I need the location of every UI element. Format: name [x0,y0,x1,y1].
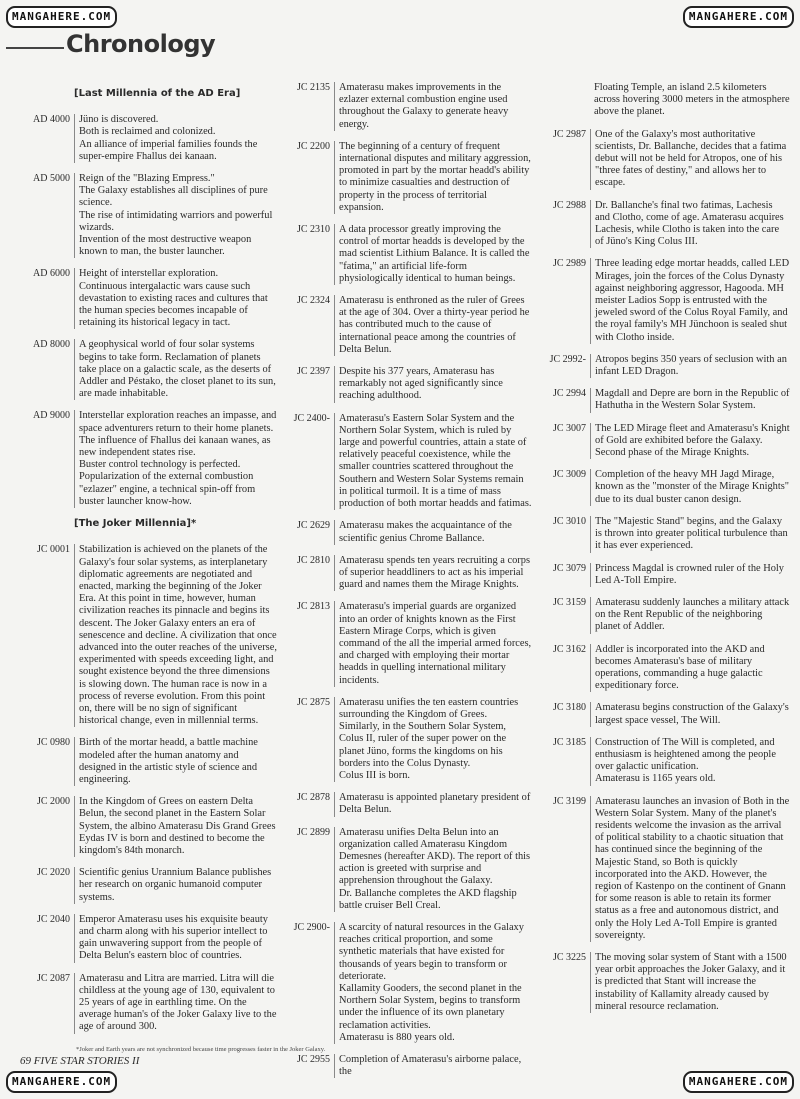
entry-text: A data processor greatly improving the control of mortar headds is developed by the mad scientist Lithium Balance. It is called the "fatima," an artificial life-form physiologically identical to human beings. [334,224,532,285]
entry-year: JC 2040 [36,913,70,925]
chronology-entry [282,366,532,403]
entry-text: One of the Galaxy's most authoritative scientists, Dr. Ballanche, decides that a fatima debut will not be held for Atropos, one of his "three fates of destiny," and allows her to escape. [590,129,790,190]
column-1 [22,82,278,1044]
entry-text: Amaterasu suddenly launches a military attack on the Rent Republic of the neighboring planet of Addler. [590,597,790,634]
chronology-entry [282,555,532,592]
chronology-entry [22,796,278,857]
chronology-entry [282,697,532,782]
entry-year: JC 3185 [552,736,586,748]
entry-year: JC 3079 [552,562,586,574]
entry-year: JC 2324 [296,295,330,307]
title-rule [6,47,64,49]
chronology-entry [22,973,278,1034]
column-3 [538,82,790,1023]
chronology-entry [538,388,790,412]
chronology-entry [538,423,790,460]
entry-text: Princess Magdal is crowned ruler of the Holy Led A-Toll Empire. [590,563,790,587]
chronology-entry [22,114,278,163]
entries-column-2 [282,82,532,1078]
entry-year: JC 0980 [36,737,70,749]
footnote: *Joker and Earth years are not synchronized because time progresses faster in the Joker Galaxy. [76,1046,326,1053]
entry-text: Stabilization is achieved on the planets of the Galaxy's four solar systems, as interplanetary diplomatic agreements are negotiated and enacted, marking the beginning of the Joker Era. At this point in time, however, human civilization reaches its pinnacle and begins its descent. The Joker Galaxy enters an era of senescence and decline. A civilization that once advanced into the outer reaches of the universe, experimented with speeds exceeding light, and sought existence beyond the three dimensions is slowing down. The human race is now in a process of reverse evolution. From this point on, there will be no sign of significant historical change, even in millennial terms. [74,544,278,727]
chronology-entry [538,597,790,634]
entry-year: JC 3162 [552,643,586,655]
entry-text: Addler is incorporated into the AKD and becomes Amaterasu's base of military operations, commanding a huge galactic expeditionary force. [590,644,790,693]
entry-text: Three leading edge mortar headds, called LED Mirages, join the forces of the Colus Dynasty against neighboring aggressor, Hagooda. MH meister Ladios Sopp is entrusted with the jeweled sword of the Colus Royal Family, and the royal family's MH Jünchoon is sealed shut with Clotho inside. [590,258,790,343]
entries-column-3 [538,129,790,1013]
entry-text: Completion of the heavy MH Jagd Mirage, known as the "monster of the Mirage Knights" due to its dual buster canon design. [590,469,790,506]
entry-year: JC 2989 [552,258,586,270]
chronology-entry [282,1054,532,1078]
entry-year: JC 2000 [36,796,70,808]
chronology-entry [538,737,790,786]
entry-year: JC 3009 [552,469,586,481]
entry-year: JC 2955 [296,1054,330,1066]
entry-text: Amaterasu makes the acquaintance of the scientific genius Chrome Ballance. [334,520,532,544]
chronology-entry [538,469,790,506]
entry-text: Amaterasu is appointed planetary president of Delta Belun. [334,792,532,816]
entry-year: AD 8000 [33,339,70,351]
chronology-entry [538,354,790,378]
entry-text: A scarcity of natural resources in the Galaxy reaches critical proportion, and some synthetic materials that have existed for thousands of years begin to transform or deteriorate. Kallamity Gooders, the second planet in the Northern Solar System, begins to transform under the influence of its own planetary reclamation activities. Amaterasu is 880 years old. [334,922,532,1044]
entry-year: JC 2988 [552,199,586,211]
entry-year: JC 2900- [293,921,330,933]
entry-year: JC 2400- [293,412,330,424]
chronology-entry [22,410,278,508]
entry-year: JC 2020 [36,867,70,879]
entry-text: Construction of The Will is completed, and enthusiasm is heightened among the people over galactic unification. Amaterasu is 1165 years old. [590,737,790,786]
chronology-entry [538,952,790,1013]
chronology-entry [282,601,532,686]
entry-year: JC 2310 [296,224,330,236]
entry-year: AD 9000 [33,410,70,422]
chronology-entry [282,295,532,356]
watermark-bottom-left: MANGAHERE.COM [6,1071,117,1093]
page-title: Chronology [66,30,216,58]
entry-text: Amaterasu is enthroned as the ruler of Grees at the age of 304. Over a thirty-year period he has contributed much to the cause of international peace among the countries of Delta Belun. [334,295,532,356]
chronology-entry [538,258,790,343]
section-heading-joker-millennia: [The Joker Millennia]* [74,518,197,530]
entry-text: Magdall and Depre are born in the Republic of Hathutha in the Western Solar System. [590,388,790,412]
section-heading-ad-era: [Last Millennia of the AD Era] [74,88,241,99]
chronology-entry [282,520,532,544]
watermark-bottom-right: MANGAHERE.COM [683,1071,794,1093]
entry-text: Amaterasu makes improvements in the ezlazer external combustion engine used throughout the Galaxy to generate heavy energy. [334,82,532,131]
entry-year: JC 2875 [296,696,330,708]
entry-year: JC 3225 [552,951,586,963]
entry-year: JC 2899 [296,826,330,838]
entry-text: The "Majestic Stand" begins, and the Galaxy is thrown into greater political turbulence than it has ever experienced. [590,516,790,553]
entry-text: Amaterasu's imperial guards are organized into an order of knights known as the First Eastern Mirage Corps, which is given command of the all the imperial armed forces, and charged with employing their mortar headds in quelling international military incidents. [334,601,532,686]
continuation-entry [538,82,790,119]
entry-year: JC 2813 [296,601,330,613]
entry-year: JC 2397 [296,366,330,378]
entry-text: Birth of the mortar headd, a battle machine modeled after the human anatomy and designed in the artistic style of science and engineering. [74,737,278,786]
entry-year: JC 0001 [36,544,70,556]
chronology-entry [22,339,278,400]
entry-year: JC 2135 [296,82,330,93]
entry-year: JC 2878 [296,792,330,804]
entry-year: JC 3007 [552,422,586,434]
chronology-entry [282,827,532,912]
entry-year: AD 4000 [33,114,70,126]
continuation-text: Floating Temple, an island 2.5 kilometers across hovering 3000 meters in the atmosphere above the planet. [594,82,790,118]
chronology-entry [282,413,532,511]
chronology-entry [538,644,790,693]
entry-year: JC 2987 [552,128,586,140]
chronology-entry [22,914,278,963]
chronology-entry [282,82,532,131]
entry-text: Interstellar exploration reaches an impasse, and space adventurers return to their home planets. The influence of Fhallus dei kanaan wanes, as new independent states rise. Buster control technology is perfected. Popularization of the external combustion "ezlazer" engine, a technical spin-off from buster launcher know-how. [74,410,278,508]
entry-year: JC 2994 [552,388,586,400]
chronology-entry [282,224,532,285]
entry-text: Height of interstellar exploration. Continuous intergalactic wars cause such devastation to existing races and cultures that the human species becomes incapable of retaining its historical legacy in tact. [74,268,278,329]
page-label: 69 FIVE STAR STORIES II [20,1055,140,1067]
entries-joker-millennia [22,544,278,1033]
chronology-entry [538,516,790,553]
entry-text: Jüno is discovered. Both is reclaimed and colonized. An alliance of imperial families founds the super-empire Fhallus dei kanaan. [74,114,278,163]
entry-text: The moving solar system of Stant with a 1500 year orbit approaches the Joker Galaxy, and it is predicted that Stant will increase the instability of Kallamity already caused by mineral resource reclamation. [590,952,790,1013]
entry-year: JC 2629 [296,520,330,532]
entry-year: JC 2992- [549,353,586,365]
entry-text: Atropos begins 350 years of seclusion with an infant LED Dragon. [590,354,790,378]
chronology-entry [538,702,790,726]
chronology-entry [282,922,532,1044]
entry-year: JC 2810 [296,554,330,566]
entry-text: Dr. Ballanche's final two fatimas, Lachesis and Clotho, come of age. Amaterasu acquires Lachesis, while Clotho is taken into the care of Jüno's King Colus III. [590,200,790,249]
entry-year: JC 2087 [36,972,70,984]
chronology-entry [22,544,278,727]
chronology-entry [22,867,278,904]
chronology-entry [22,737,278,786]
chronology-entry [22,173,278,258]
chronology-entry [538,200,790,249]
entry-year: AD 5000 [33,173,70,185]
entry-text: Reign of the "Blazing Empress." The Galaxy establishes all disciplines of pure science. The rise of intimidating warriors and powerful wizards. Invention of the most destructive weapon known to man, the buster launcher. [74,173,278,258]
chronology-entry [538,129,790,190]
column-2 [282,82,532,1088]
entry-text: Despite his 377 years, Amaterasu has remarkably not aged significantly since reaching adulthood. [334,366,532,403]
entry-text: Scientific genius Urannium Balance publishes her research on organic humanoid computer systems. [74,867,278,904]
chronology-entry [282,141,532,214]
entry-year: JC 3180 [552,702,586,714]
chronology-entry [282,792,532,816]
entry-year: JC 2200 [296,140,330,152]
entry-text: In the Kingdom of Grees on eastern Delta Belun, the second planet in the Eastern Solar System, the albino Amaterasu Dis Grand Grees Eydas IV is born and destined to become the kingdom's 84th monarch. [74,796,278,857]
entry-year: JC 3159 [552,596,586,608]
watermark-top-left: MANGAHERE.COM [6,6,117,28]
entry-year: AD 6000 [33,268,70,280]
entries-ad-era [22,114,278,508]
entry-text: The beginning of a century of frequent international disputes and military aggression, promoted in part by the mortar headd's ability to minimize casualties and destruction of property in the process of territorial expansion. [334,141,532,214]
entry-text: Amaterasu spends ten years recruiting a corps of superior headdliners to act as his imperial guard and names them the Mirage Knights. [334,555,532,592]
entry-text: A geophysical world of four solar systems begins to take form. Reclamation of planets take place on a galactic scale, as the deserts of Addler and Péstako, the closet planet to its sun, are made inhabitable. [74,339,278,400]
entry-text: Amaterasu unifies Delta Belun into an organization called Amaterasu Kingdom Demesnes (hereafter AKD). The report of this action is greeted with surprise and apprehension throughout the Galaxy. Dr. Ballanche completes the AKD flagship battle cruiser Bell Creal. [334,827,532,912]
entry-text: Amaterasu and Litra are married. Litra will die childless at the young age of 130, equivalent to 25 years of age in earthling time. On the average human's of the Joker Galaxy live to the age of around 300. [74,973,278,1034]
entry-text: Amaterasu unifies the ten eastern countries surrounding the Kingdom of Grees. Similarly, in the Southern Solar System, Colus II, ruler of the super power on the planet Jüno, forms the kingdoms on his borders into the Colus Dynasty. Colus III is born. [334,697,532,782]
entry-text: Completion of Amaterasu's airborne palace, the [334,1054,532,1078]
chronology-entry [22,268,278,329]
entry-text: Amaterasu launches an invasion of Both in the Western Solar System. Many of the planet's residents welcome the invasion as the arrival of political stability to a chaotic situation that has continued since the beginning of the Majestic Stand, so Both is quickly incorporated into the AKD. However, the region of Kastenpo on the continent of Gnann for some reason is able to retain its former status as a free and autonomous district, and only the Holy Led A-Toll Empire is granted sovereignty. [590,796,790,942]
chronology-entry [538,563,790,587]
chronology-entry [538,796,790,942]
entry-year: JC 3010 [552,515,586,527]
entry-year: JC 3199 [552,795,586,807]
watermark-top-right: MANGAHERE.COM [683,6,794,28]
entry-text: The LED Mirage fleet and Amaterasu's Knight of Gold are exhibited before the Galaxy. Second phase of the Mirage Knights. [590,423,790,460]
entry-text: Amaterasu's Eastern Solar System and the Northern Solar System, which is ruled by large and powerful countries, attain a state of relatively peaceful coexistence, while the smaller countries scattered throughout the Southern and Western Solar Systems remain in political turmoil. It is a time of mass production of both mortar headds and fatimas. [334,413,532,511]
entry-text: Amaterasu begins construction of the Galaxy's largest space vessel, The Will. [590,702,790,726]
entry-text: Emperor Amaterasu uses his exquisite beauty and charm along with his superior intellect to gain unwavering support from the people of Delta Belun's eastern bloc of countries. [74,914,278,963]
